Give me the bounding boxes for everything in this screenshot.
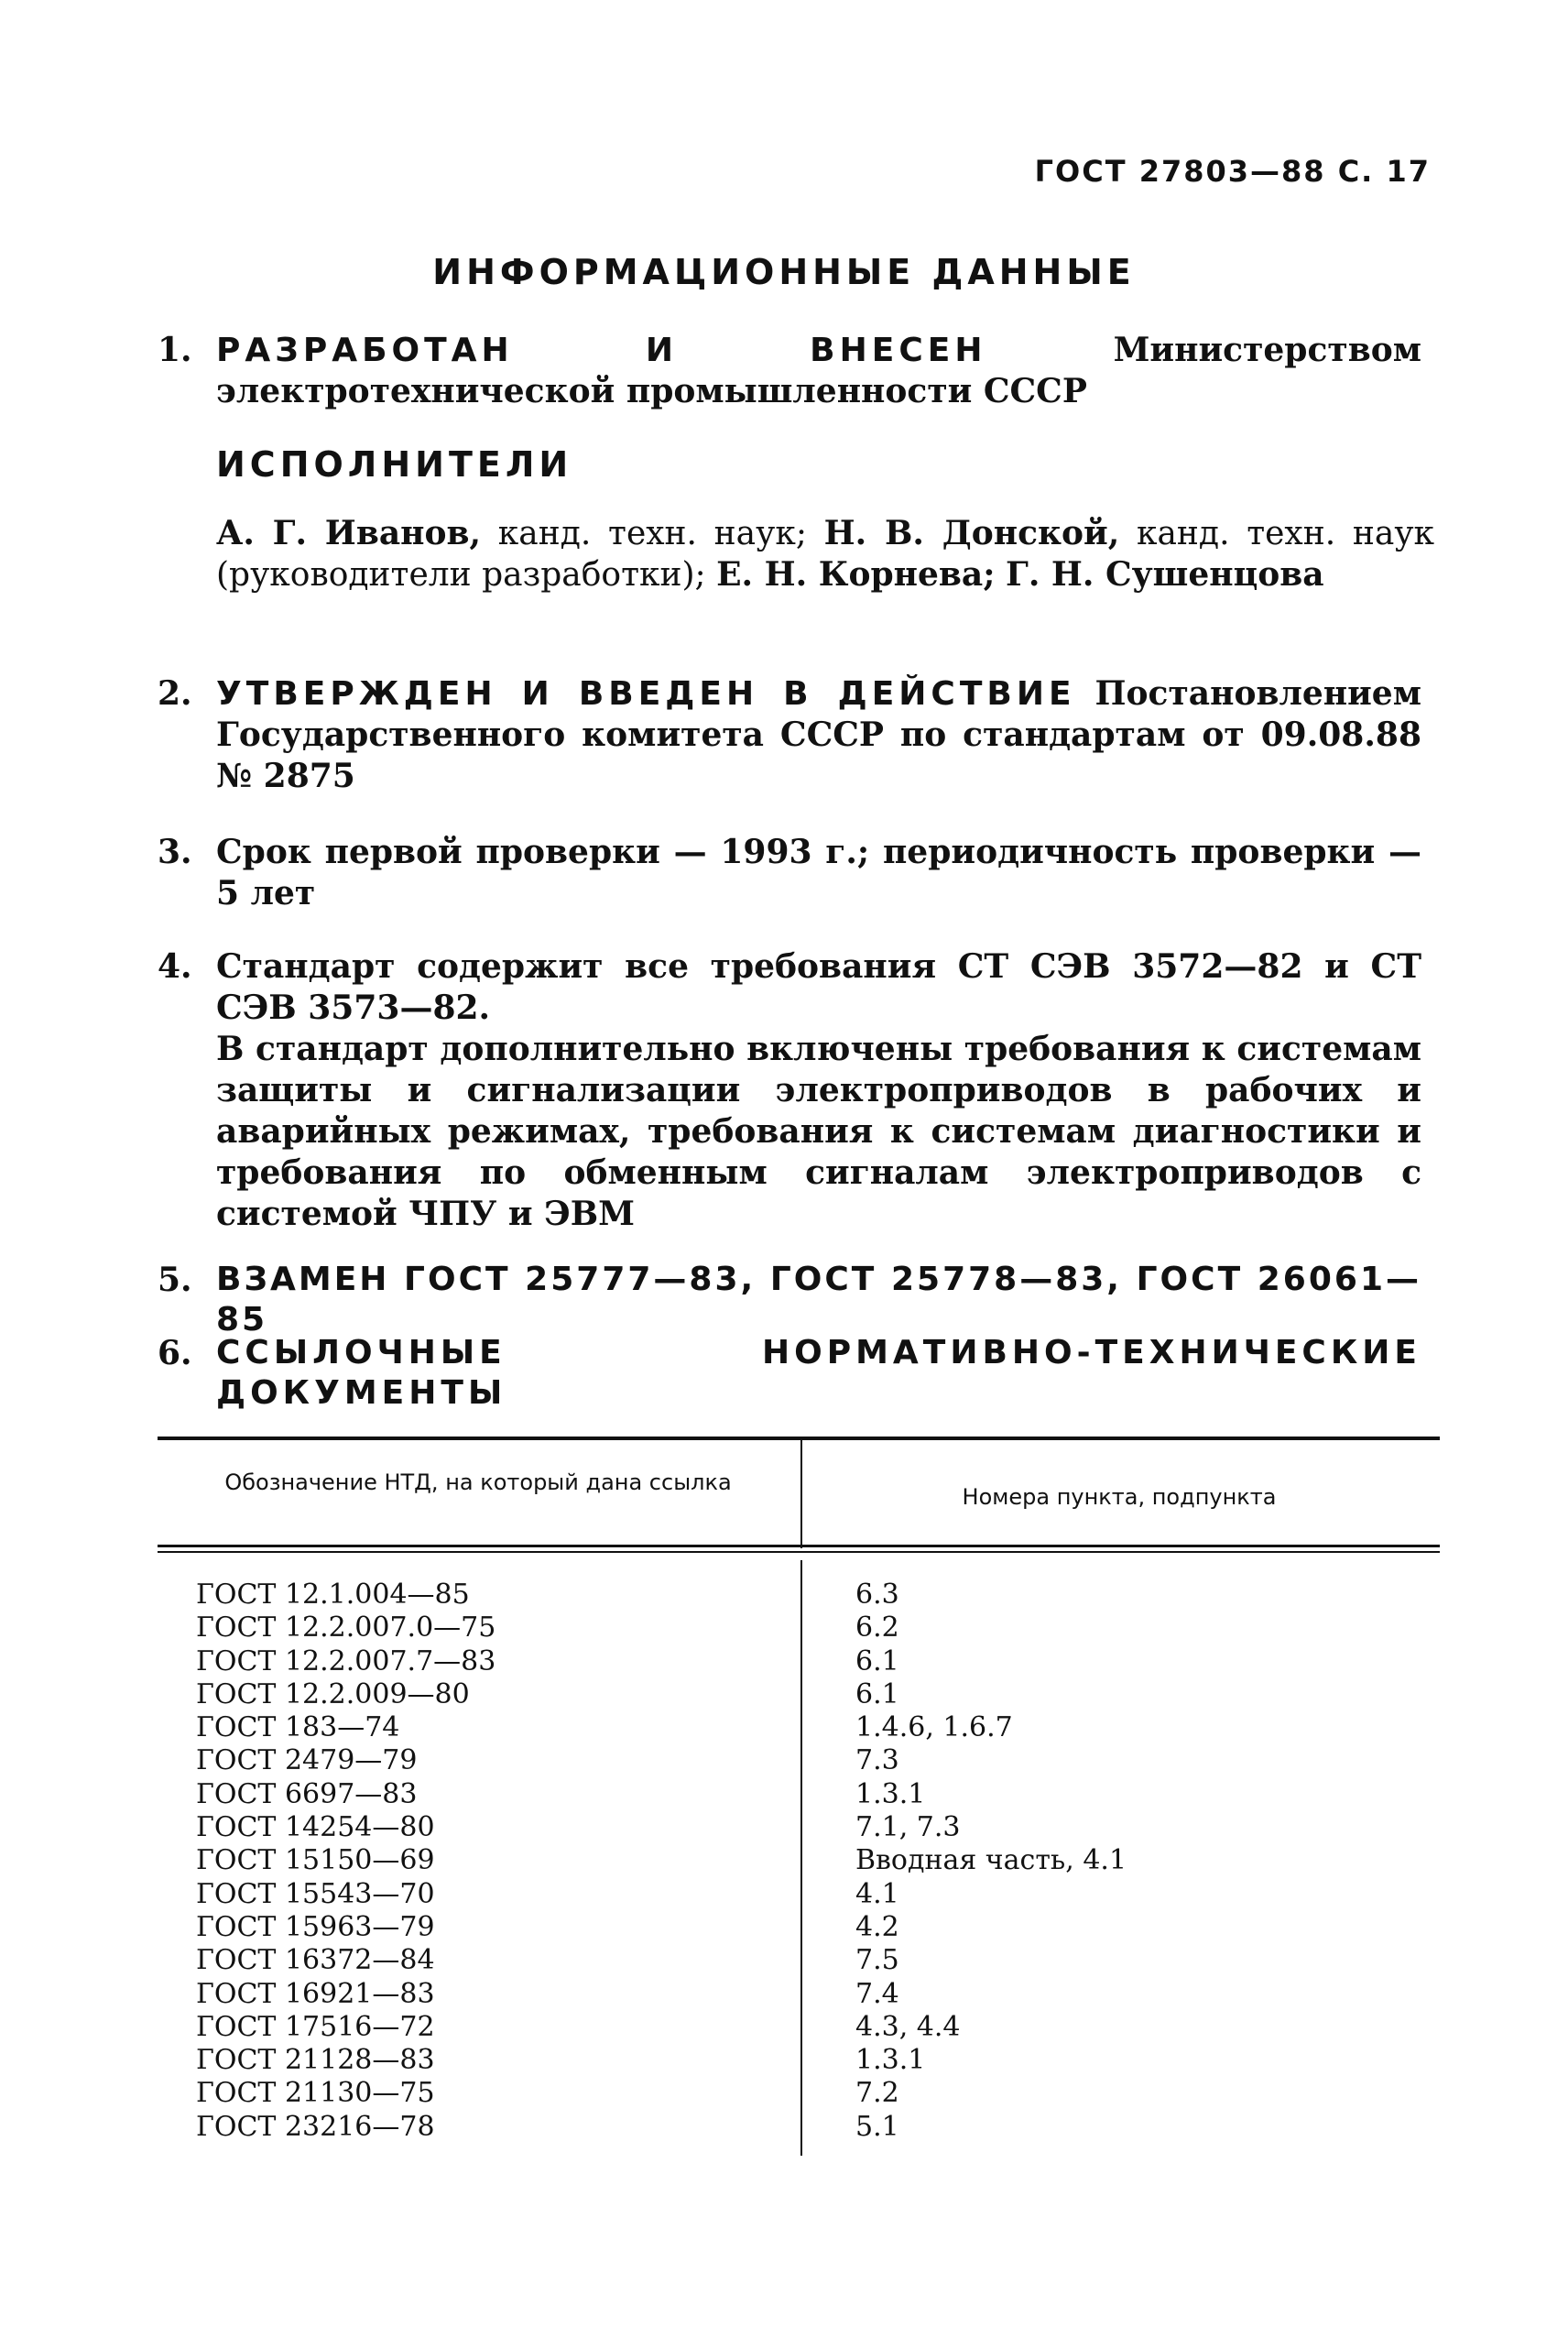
row-document: ГОСТ 21128—83 [196,2044,435,2077]
item-number: 4. [158,947,192,986]
performer-name: Г. Н. Сушенцова [1005,555,1324,594]
row-document: ГОСТ 183—74 [196,1711,400,1744]
row-document: ГОСТ 14254—80 [196,1811,435,1844]
row-points: 4.3, 4.4 [855,2010,961,2043]
item-number: 6. [158,1334,192,1372]
table-row [158,1744,1440,1777]
item-text: ВЗАМЕН ГОСТ 25777—83, ГОСТ 25778—83, ГОСТ 26061—85 [216,1261,1421,1338]
item-text: ССЫЛОЧНЫЕ НОРМАТИВНО-ТЕХНИЧЕСКИЕ ДОКУМЕНТЫ [216,1334,1421,1412]
item-1 [158,330,1421,412]
table-row [158,2044,1440,2077]
row-document: ГОСТ 16921—83 [196,1977,435,2010]
performers-heading: ИСПОЛНИТЕЛИ [216,444,573,485]
table-row [158,2077,1440,2110]
table-row [158,1911,1440,1944]
item-3 [158,832,1421,914]
row-points: 1.3.1 [855,1777,926,1810]
row-points: 7.2 [855,2077,899,2110]
row-document: ГОСТ 12.2.007.7—83 [196,1644,496,1677]
row-document: ГОСТ 23216—78 [196,2110,435,2143]
row-document: ГОСТ 15963—79 [196,1910,435,1943]
row-points: 7.4 [855,1977,899,2010]
performer-name: Н. В. Донской, [823,514,1120,552]
row-document: ГОСТ 15543—70 [196,1877,435,1910]
row-document: ГОСТ 21130—75 [196,2077,435,2110]
row-points: 6.1 [855,1677,899,1710]
row-points: 6.2 [855,1611,899,1644]
row-points: 1.4.6, 1.6.7 [855,1711,1013,1744]
row-points: 7.1, 7.3 [855,1811,961,1844]
row-points: 6.1 [855,1644,899,1677]
row-points: 7.5 [855,1944,899,1977]
item-text: Постановлением Государственного комитета СССР по стандартам от 09.08.88 № 2875 [216,674,1421,795]
row-document: ГОСТ 2479—79 [196,1744,418,1777]
table-header-rule [158,1545,1440,1547]
table-row [158,1778,1440,1811]
row-document: ГОСТ 6697—83 [196,1777,418,1810]
table-row [158,1678,1440,1711]
performer-name: А. Г. Иванов, [216,514,482,552]
row-document: ГОСТ 12.2.007.0—75 [196,1611,496,1644]
table-body [158,1579,1440,2144]
table-top-rule [158,1437,1440,1440]
row-document: ГОСТ 12.2.009—80 [196,1677,470,1710]
references-table [158,1437,1440,2197]
performer-role: канд. техн. наук; [481,515,824,552]
table-row [158,1844,1440,1877]
item-number: 5. [158,1261,192,1299]
row-document: ГОСТ 16372—84 [196,1944,435,1977]
item-text: Стандарт содержит все требования СТ СЭВ 3572—82 и СТ СЭВ 3573—82. [216,947,1421,1027]
performer-role: канд. техн. наук (руководители разработки); [216,515,1435,594]
item-lead: УТВЕРЖДЕН И ВВЕДЕН В ДЕЙСТВИЕ [216,675,1076,713]
item-number: 3. [158,833,192,871]
row-document: ГОСТ 15150—69 [196,1844,435,1877]
page-header: ГОСТ 27803—88 С. 17 [1034,154,1431,189]
row-points: 4.2 [855,1910,899,1943]
item-text: Министерством электротехнической промышленности СССР [216,331,1422,410]
item-4 [158,946,1421,1235]
table-row [158,2111,1440,2144]
table-row [158,1611,1440,1644]
item-text: Срок первой проверки — 1993 г.; периодичность проверки — 5 лет [216,833,1421,912]
row-points: 5.1 [855,2110,899,2143]
row-points: 1.3.1 [855,2044,926,2077]
row-points: Вводная часть, 4.1 [855,1844,1127,1877]
item-text-extra: В стандарт дополнительно включены требования к системам защиты и сигнализации электроприводов в рабочих и аварийных режимах, требования к системам диагностики и требования по обменным сигналам электроприводов с системой ЧПУ и ЭВМ [216,1030,1421,1233]
table-row [158,1978,1440,2011]
item-2 [158,673,1421,797]
item-number: 1. [158,331,192,369]
table-header-rule [158,1551,1440,1553]
table-row [158,1811,1440,1844]
page-title: ИНФОРМАЦИОННЫЕ ДАННЫЕ [432,252,1136,292]
column-divider [800,1440,802,1548]
row-document: ГОСТ 17516—72 [196,2010,435,2043]
separator [996,556,1006,594]
table-row [158,1878,1440,1911]
performers-list [216,513,1434,595]
table-row [158,1645,1440,1678]
row-points: 4.1 [855,1877,899,1910]
performer-name: Е. Н. Корнева; [716,555,996,594]
row-points: 6.3 [855,1579,899,1611]
item-6 [158,1333,1421,1414]
table-row [158,1944,1440,1977]
table-row [158,1579,1440,1611]
column-header-points: Номера пункта, подпункта [962,1484,1277,1510]
row-document: ГОСТ 12.1.004—85 [196,1579,470,1611]
item-5 [158,1260,1421,1340]
table-row [158,1711,1440,1744]
item-lead: РАЗРАБОТАН И ВНЕСЕН [216,332,987,369]
column-header-document: Обозначение НТД, на который дана ссылка [224,1469,732,1495]
table-row [158,2011,1440,2044]
row-points: 7.3 [855,1744,899,1777]
item-number: 2. [158,674,192,713]
